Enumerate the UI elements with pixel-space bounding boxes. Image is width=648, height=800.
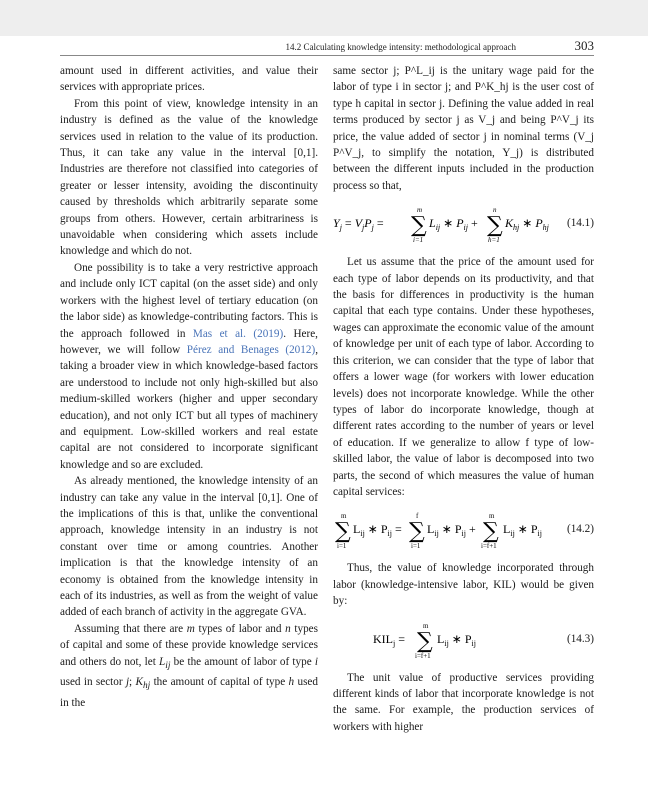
header-rule: [60, 55, 594, 56]
citation-link[interactable]: Mas et al. (2019): [192, 327, 284, 340]
paragraph: As already mentioned, the knowledge intensity of an industry can take any value in the interval [0,1]. One of the implications of this is that, unlike the conventional approach, knowledge intensity in an industry is not constant over time or among countries. Another implication is that the knowledge intensity of an economy is obtained from the knowledge intensity in each of its industries, as well as from the weight of value added of each branch of activity in the aggregate GVA.: [60, 475, 318, 619]
paragraph: same sector j; P^L_ij is the unitary wage paid for the labor of type i in sector j; and P^K_hj is the user cost of type h capital in sector j. Defining the value added in real terms produced by sector j as V_j and being P^V_j its price, the value added of sector j in nominal terms (V_j P^V_j, to simplify the notation, Y_j) is distributed between the different inputs included in the production process so that,: [333, 65, 594, 192]
svg-text:∑: ∑: [483, 519, 499, 545]
page-number: 303: [574, 38, 594, 53]
right-column: [333, 63, 594, 735]
equation-14-2-formula: [333, 506, 553, 552]
paragraph: The unit value of productive services providing different kinds of labor that incorporate knowledge is not the same. For example, the production services of workers with higher: [333, 671, 594, 733]
svg-text:m: m: [423, 621, 429, 630]
paragraph: One possibility is to take a very restrictive approach and include only ICT capital (on the asset side) and only workers with the highest level of tertiary education (on the labor side) as knowledge-contributing factors. This is the approach followed in Mas et al. (2019). Here, however, we will follow Pérez and Benages (2012), taking a broader view in which knowledge-based factors are understood to include not only high-skilled but also medium-skilled workers (higher and upper secondary education), and not only ICT but all types of machinery and equipment. Low-skilled workers and real estate capital are not considered to incorporate significant knowledge and so are excluded.: [60, 261, 318, 471]
svg-text:∑: ∑: [417, 628, 433, 654]
citation-link[interactable]: Pérez and Benages (2012): [186, 343, 316, 356]
svg-text:m: m: [341, 512, 347, 521]
svg-text:i=1: i=1: [337, 542, 347, 551]
svg-text:m: m: [417, 206, 423, 215]
equation-14-2: [333, 506, 594, 552]
top-margin-band: [0, 0, 648, 36]
equation-number: (14.3): [566, 632, 594, 645]
left-column: [60, 63, 318, 711]
equation-14-1-formula: [333, 200, 553, 246]
running-header-title: 14.2 Calculating knowledge intensity: methodological approach: [285, 42, 516, 52]
paragraph: Thus, the value of knowledge incorporated through labor (knowledge-intensive labor, KIL) would be given by:: [333, 562, 594, 608]
svg-text:h=1: h=1: [488, 236, 500, 245]
svg-text:i=1: i=1: [413, 236, 424, 245]
svg-text:Lij ∗ Pij: $L_{ij}$ ∗ $P_{ij}$: [437, 631, 476, 648]
svg-text:Khj ∗ Phj: $K_{hj}$ ∗ $P_{hj}$: [505, 216, 549, 233]
svg-text:Lij ∗ Pij =: $L_{ij}$ ∗ $P_{ij}$ =: [353, 522, 402, 539]
svg-text:i=f+1: i=f+1: [481, 542, 497, 551]
svg-text:i=f+1: i=f+1: [415, 651, 431, 660]
equation-number: (14.2): [566, 523, 594, 536]
svg-text:KILj =: $KIL_j$ =: [373, 631, 406, 648]
paragraph: Let us assume that the price of the amount used for each type of labor depends on its productivity, and that the basis for differences in productivity is the human capital that each type contains. Under these hypotheses, wages can approximate the economic value of the amount of knowledge per unit of each type of labor. According to this criterion, we can consider that the type of labor that offers a lower wage (for workers with lower education levels) does not incorporate knowledge. While the other types of labor do incorporate knowledge, though at different rates according to the number of years or level of education. If we generalize to allow f type of low-skilled labor, the value of labor is decomposed into two parts, the second of which measures the value of human capital services:: [333, 256, 594, 498]
running-header: [60, 38, 594, 54]
svg-text:f: f: [416, 512, 419, 521]
svg-text:m: m: [489, 512, 495, 521]
svg-text:Lij ∗ Pij +: $L_{ij}$ ∗ $P_{ij}$ +: [429, 216, 478, 233]
svg-text:n: n: [493, 206, 497, 215]
equation-14-3-formula: [333, 616, 533, 662]
equation-number: (14.1): [566, 217, 594, 230]
paragraph: From this point of view, knowledge intensity in an industry is defined as the value of the knowledge services used in relation to the value of its production. Thus, it can take any value in the interval [0,1]. Industries are therefore not classified into categories of greater or lesser intensity, avoiding the discontinuity caused by thresholds which arbitrarily separate some groups from others. However, certain arbitrariness is unavoidable when considering which assets include knowledge and which do not.: [60, 97, 318, 258]
svg-text:Lij ∗ Pij: $L_{ij}$ ∗ $P_{ij}$: [503, 522, 542, 539]
svg-text:∑: ∑: [411, 213, 427, 239]
svg-text:∑: ∑: [487, 213, 503, 239]
svg-text:∑: ∑: [335, 519, 351, 545]
paragraph: amount used in different activities, and value their services with appropriate prices.: [60, 65, 318, 94]
svg-text:∑: ∑: [409, 519, 425, 545]
equation-14-3: [333, 616, 594, 662]
equation-14-1: [333, 200, 594, 246]
svg-text:Yj = VjPj =: $Y_j = V_jP_j$ =: [333, 216, 384, 233]
svg-text:i=1: i=1: [411, 542, 421, 551]
svg-text:Lij ∗ Pij +: $L_{ij}$ ∗ $P_{ij}$ +: [427, 522, 476, 539]
paragraph: Assuming that there are m types of labor and n types of capital and some of these provide knowledge services and others do not, let $L_{ij}$ be the amount of labor of type i used in sector j; $K_{hj}$ the amount of capital of type h used in the: [60, 622, 318, 709]
